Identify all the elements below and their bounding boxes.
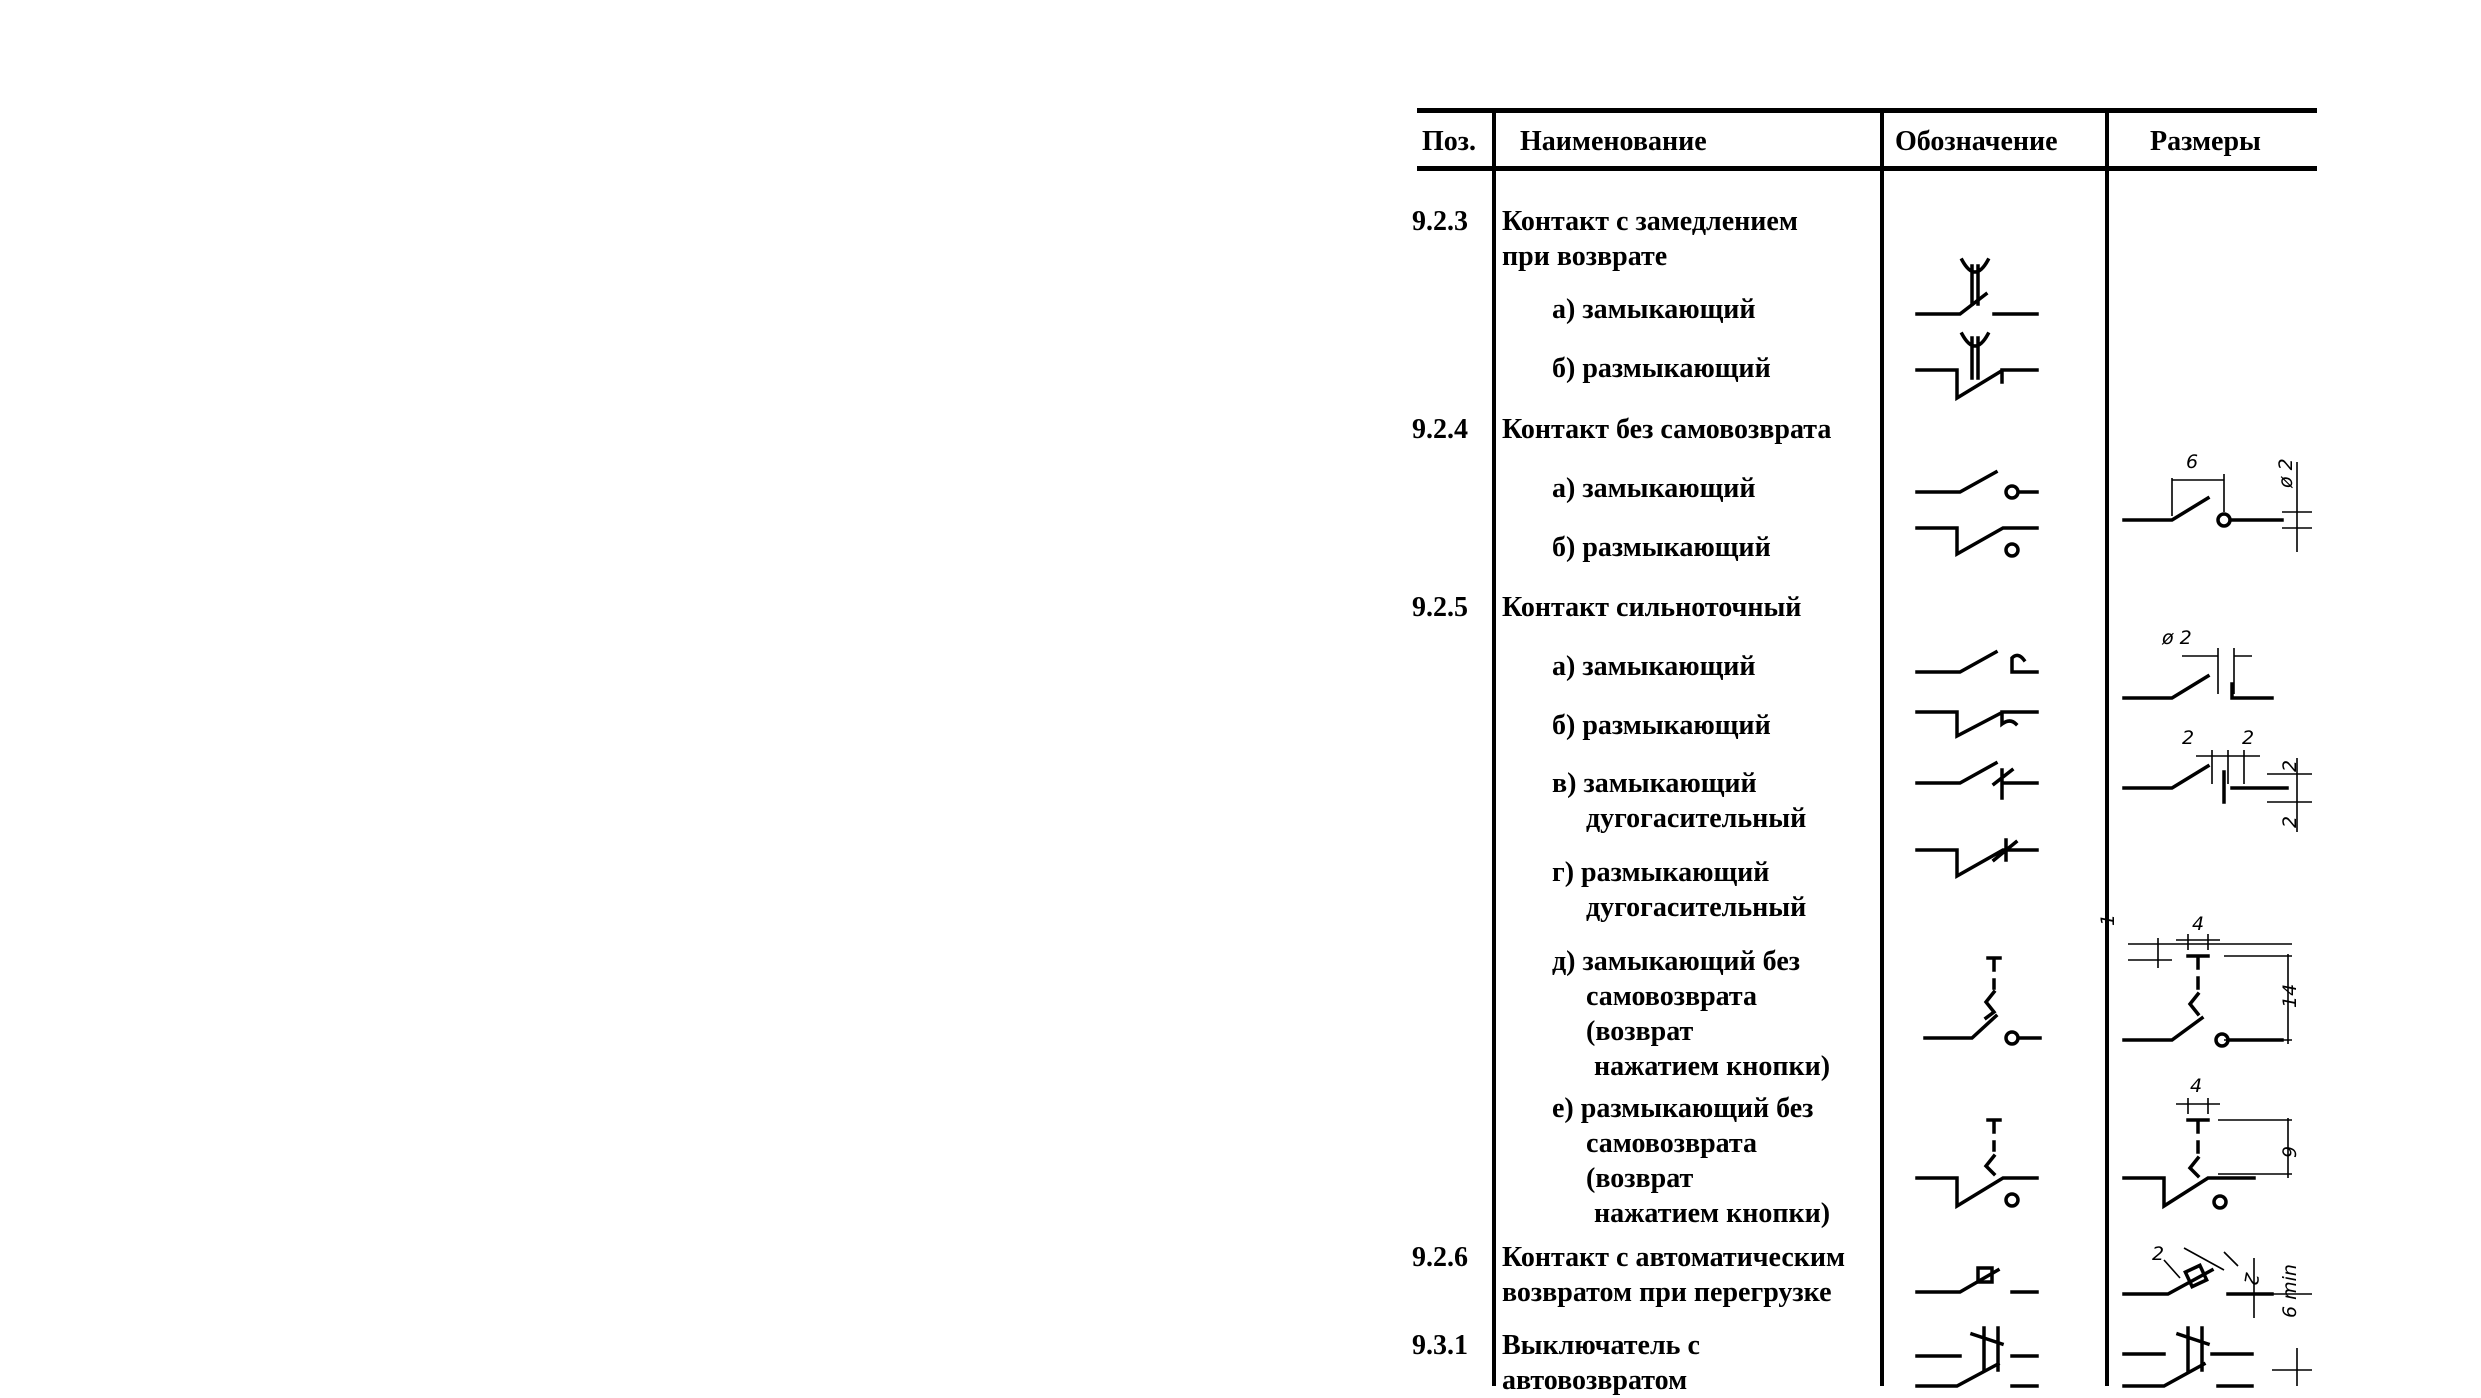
item-sub: д) замыкающий без самовозврата (возврат нажатием кнопки): [1552, 946, 1831, 1082]
dim-label: 9: [2279, 1145, 2301, 1158]
item-number: 9.2.5: [1412, 592, 1468, 623]
item-name: Выключатель с автовозвратом: [1502, 1330, 1700, 1396]
item-name: Контакт с замедлением при возврате: [1502, 206, 1798, 272]
symbol-auto-return-switch: [1917, 1328, 2037, 1386]
item-number: 9.3.1: [1412, 1330, 1468, 1361]
dims-make-push-button: [2097, 913, 2301, 1046]
standards-table: [1412, 108, 2481, 1396]
item-sub: б) размыкающий: [1552, 710, 1771, 741]
dim-label: 2: [2242, 727, 2255, 749]
dim-label: 6: [2186, 451, 2199, 473]
item-sub: б) размыкающий: [1552, 353, 1771, 384]
dim-label: 1: [2097, 913, 2119, 926]
item-number: 9.2.4: [1412, 414, 1468, 445]
item-name: Контакт с автоматическим возвратом при перегрузке: [1502, 1242, 1846, 1308]
dim-label: 6 min: [2279, 1264, 2301, 1318]
header-pos: Поз.: [1422, 126, 1477, 157]
item-number: 9.2.6: [1412, 1242, 1468, 1273]
dim-label: 2: [2238, 1271, 2263, 1287]
dim-label: 4: [2190, 1075, 2203, 1097]
symbol-drawings: [1412, 108, 2481, 1386]
dim-label: ø 2: [2275, 458, 2297, 488]
symbol-power-make: [1917, 652, 2037, 672]
symbol-delay-break: [1917, 334, 2037, 398]
dim-label: 4: [2192, 913, 2205, 935]
symbol-no-return-make: [1917, 472, 2037, 498]
dim-label: 2: [2279, 815, 2301, 828]
symbol-break-push-button: [1917, 1120, 2037, 1206]
symbol-delay-make: [1917, 260, 2037, 314]
dims-arc-make: [2124, 727, 2312, 832]
dims-auto-return-switch: [2124, 1328, 2312, 1386]
dims-break-push-button: [2124, 1075, 2301, 1208]
item-name: Контакт без самовозврата: [1502, 414, 1832, 445]
header-designation: Обозначение: [1895, 126, 2058, 157]
dim-label: 2: [2279, 759, 2301, 772]
item-number: 9.2.3: [1412, 206, 1468, 237]
dims-overload-return: [2124, 1243, 2312, 1318]
symbol-no-return-break: [1917, 528, 2037, 556]
symbol-make-push-button: [1925, 958, 2040, 1044]
item-sub: е) размыкающий без самовозврата (возврат нажатием кнопки): [1552, 1093, 1831, 1229]
item-sub: г) размыкающий дугогасительный: [1552, 857, 1807, 923]
dim-label: 2: [2152, 1243, 2165, 1265]
dims-no-return: [2124, 451, 2312, 552]
header-dimensions: Размеры: [2150, 126, 2261, 157]
symbol-arc-make: [1917, 763, 2037, 798]
item-sub: а) замыкающий: [1552, 294, 1756, 325]
dim-label: ø 2: [2162, 627, 2192, 649]
symbol-power-break: [1917, 712, 2037, 736]
symbol-arc-break: [1917, 840, 2037, 876]
symbol-overload-return: [1917, 1268, 2037, 1292]
dims-power-make: [2124, 627, 2272, 698]
dim-label: 2: [2182, 727, 2195, 749]
dim-label: 14: [2279, 983, 2301, 1008]
item-sub: в) замыкающий дугогасительный: [1552, 768, 1807, 834]
item-sub: а) замыкающий: [1552, 651, 1756, 682]
item-sub: а) замыкающий: [1552, 473, 1756, 504]
item-sub: б) размыкающий: [1552, 532, 1771, 563]
header-name: Наименование: [1520, 126, 1707, 157]
item-name: Контакт сильноточный: [1502, 592, 1802, 623]
